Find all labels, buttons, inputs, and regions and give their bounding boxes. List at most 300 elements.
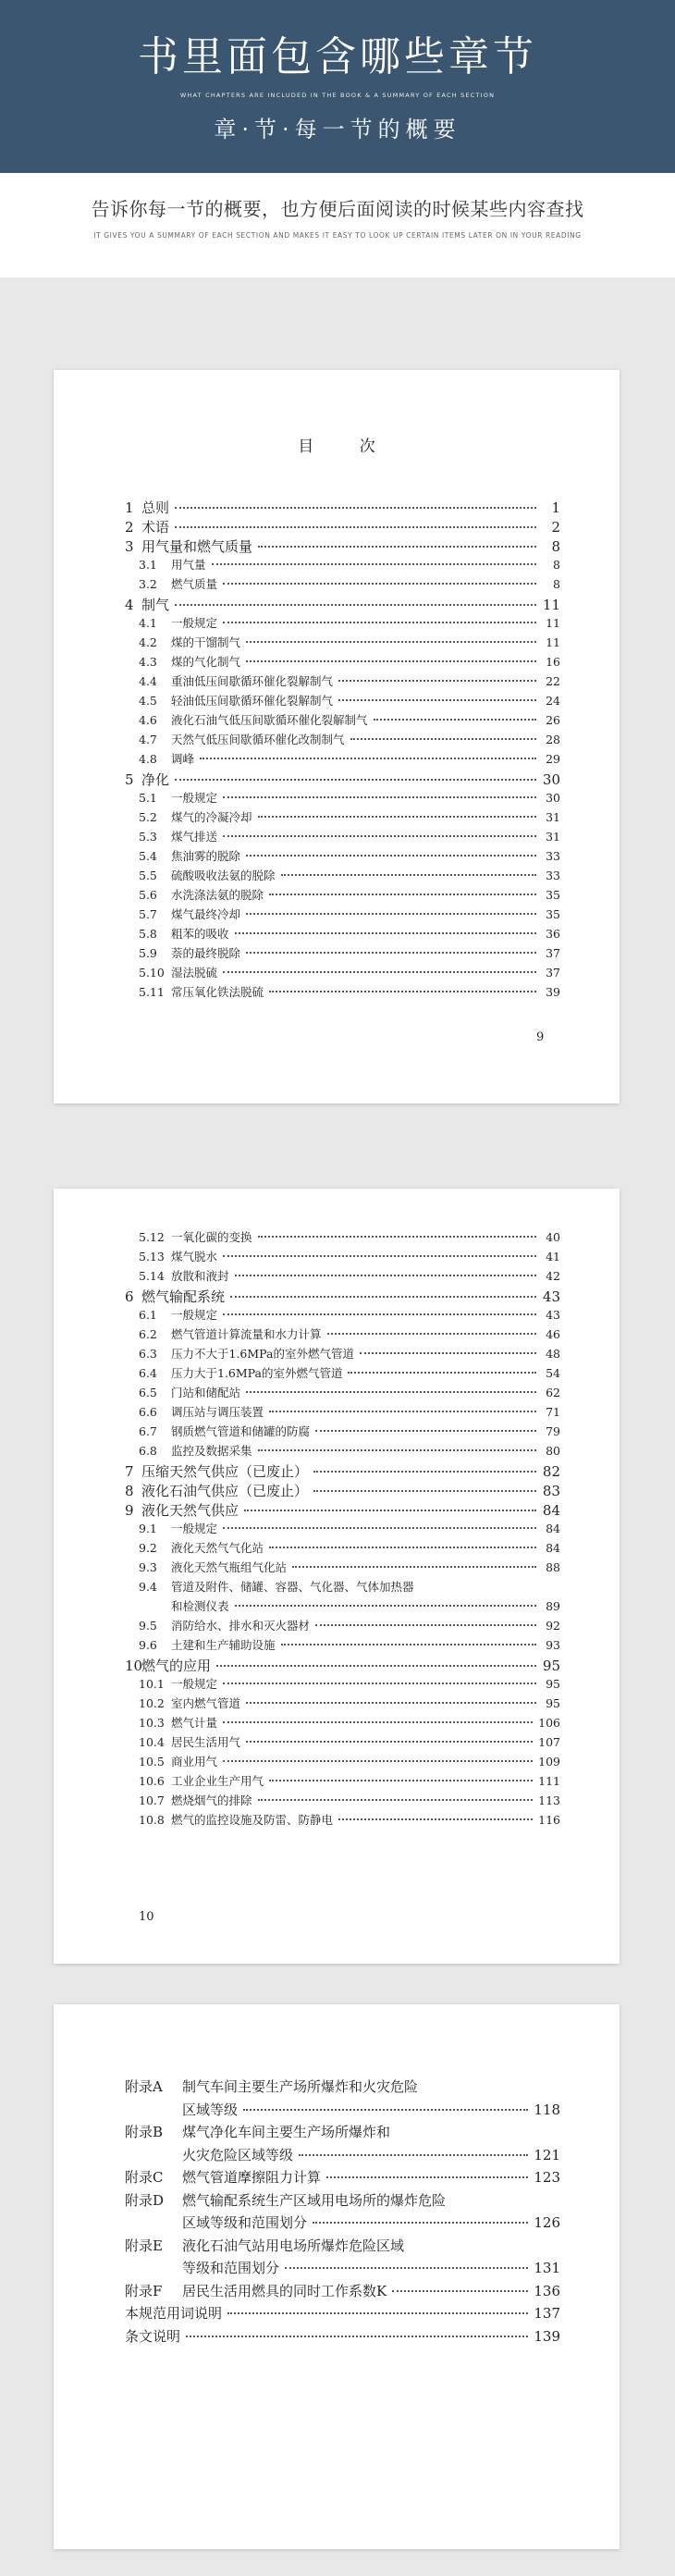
toc-entry-title: 放散和液封 — [171, 1269, 229, 1283]
dot-leader — [285, 2267, 528, 2269]
dot-leader — [223, 583, 536, 585]
toc-entry-title: 液化石油气供应（已废止） — [141, 1483, 309, 1499]
toc-entry-page: 48 — [546, 1347, 560, 1361]
dot-leader — [313, 1471, 536, 1473]
toc-entry-number: 9 — [125, 1502, 134, 1519]
toc-entry-number: 10.1 — [139, 1677, 165, 1691]
toc-entry-title: 天然气低压间歇循环催化改制制气 — [171, 733, 345, 746]
toc-entry-page: 43 — [546, 1308, 560, 1322]
toc-entry-number: 5.14 — [139, 1269, 165, 1283]
toc-entry-title: 萘的最终脱除 — [171, 946, 241, 960]
toc-entry-page: 95 — [546, 1677, 560, 1691]
toc-entry-page: 11 — [542, 597, 560, 613]
dot-leader — [348, 1372, 536, 1374]
appendix-entry — [125, 2303, 560, 2322]
appendix-number: 附录A — [125, 2078, 163, 2095]
toc-entry-page: 36 — [546, 927, 560, 941]
toc-entry-page: 37 — [546, 966, 560, 980]
appendix-entry-continued — [182, 2212, 560, 2231]
toc-heading: 目 次 — [298, 438, 396, 456]
dot-leader — [269, 894, 536, 895]
toc-entry-title: 液化天然气供应 — [141, 1502, 239, 1519]
toc-entry-title: 术语 — [141, 519, 170, 536]
dot-leader — [315, 1430, 536, 1432]
appendix-page: 126 — [534, 2214, 560, 2231]
appendix-title-line2: 等级和范围划分 — [182, 2260, 280, 2276]
dot-leader — [269, 991, 536, 992]
toc-entry-title: 重油低压间歇循环催化裂解制气 — [171, 674, 334, 688]
toc-entry — [139, 1811, 560, 1830]
appendix-entry — [125, 2077, 560, 2095]
toc-entry — [139, 731, 560, 749]
appendix-title: 燃气管道摩擦阻力计算 — [182, 2169, 322, 2186]
toc-entry — [139, 672, 560, 691]
toc-entry-page: 71 — [546, 1405, 560, 1419]
toc-entry-title: 轻油低压间歇循环催化裂解制气 — [171, 694, 334, 708]
dot-leader — [223, 1313, 536, 1315]
toc-entry-page: 95 — [542, 1658, 560, 1674]
toc-entry-number: 4 — [125, 597, 134, 613]
toc-entry-page: 80 — [546, 1444, 560, 1458]
toc-entry-page: 113 — [538, 1793, 560, 1807]
dot-leader — [212, 563, 536, 565]
dot-leader — [175, 604, 536, 606]
toc-entry — [139, 789, 560, 807]
dot-leader — [258, 1236, 536, 1238]
toc-entry-page: 1 — [551, 499, 560, 516]
toc-entry-number: 5.8 — [139, 927, 157, 941]
toc-entry — [139, 1228, 560, 1247]
toc-entry-number: 4.3 — [139, 655, 157, 669]
toc-entry-title: 室内燃气管道 — [171, 1696, 241, 1710]
toc-entry-title: 液化天然气瓶组气化站 — [171, 1560, 288, 1574]
dot-leader — [200, 758, 536, 759]
toc-entry-page: 95 — [546, 1696, 560, 1710]
dot-leader — [281, 1644, 536, 1645]
toc-entry — [139, 1753, 560, 1771]
toc-entry-title: 液化天然气气化站 — [171, 1541, 264, 1555]
dot-leader — [223, 622, 536, 623]
toc-entry-page: 29 — [546, 752, 560, 766]
toc-entry — [125, 517, 560, 536]
toc-entry-page: 42 — [546, 1269, 560, 1283]
dot-leader — [175, 526, 536, 528]
toc-entry-number: 5.11 — [139, 985, 165, 999]
appendix-title: 制气车间主要生产场所爆炸和火灾危险 — [182, 2078, 419, 2095]
toc-entry-page: 31 — [546, 830, 560, 844]
dot-leader — [223, 1527, 536, 1529]
appendix-number: 附录F — [125, 2282, 163, 2299]
toc-entry — [139, 906, 560, 924]
toc-entry-title: 一般规定 — [171, 1677, 218, 1691]
dot-leader — [258, 816, 536, 818]
toc-entry — [139, 575, 560, 594]
appendix-entry — [125, 2122, 560, 2140]
dot-leader — [299, 2154, 528, 2156]
dot-leader — [223, 796, 536, 798]
toc-entry — [139, 634, 560, 652]
dot-leader — [313, 2222, 528, 2224]
toc-entry-number: 8 — [125, 1483, 134, 1499]
toc-entry-page: 84 — [546, 1522, 560, 1535]
toc-entry-page: 11 — [546, 616, 560, 630]
appendix-entry — [125, 2167, 560, 2186]
toc-entry-title: 制气 — [141, 597, 170, 613]
toc-entry — [139, 1539, 560, 1558]
toc-entry-page: 11 — [546, 635, 560, 649]
dot-leader — [246, 855, 536, 857]
toc-entry-page: 83 — [542, 1483, 560, 1499]
dot-leader — [246, 1741, 533, 1743]
toc-entry-number: 3.1 — [139, 558, 157, 572]
toc-entry — [125, 1461, 560, 1480]
appendix-page: 118 — [534, 2101, 560, 2118]
toc-entry-page: 46 — [546, 1327, 560, 1341]
toc-entry-title: 液化石油气低压间歇循环催化裂解制气 — [171, 713, 368, 727]
toc-entry-page: 92 — [546, 1619, 560, 1633]
toc-entry-title: 钢质燃气管道和储罐的防腐 — [171, 1424, 311, 1438]
dot-leader — [258, 1449, 536, 1451]
toc-entry-page: 22 — [546, 674, 560, 688]
toc-entry-number: 10.7 — [139, 1793, 165, 1807]
toc-entry-number: 5.2 — [139, 810, 157, 824]
toc-entry — [139, 1714, 560, 1732]
toc-entry-page: 89 — [546, 1599, 560, 1613]
dot-leader — [313, 1490, 536, 1492]
appendix-page: 121 — [534, 2146, 560, 2163]
dot-leader — [223, 971, 536, 973]
toc-entry-page: 33 — [546, 849, 560, 863]
toc-entry — [125, 1481, 560, 1499]
dot-leader — [281, 874, 536, 876]
appendix-entry-continued — [182, 2145, 560, 2163]
toc-entry — [139, 1675, 560, 1694]
toc-entry — [139, 1384, 560, 1402]
dot-leader — [258, 546, 536, 548]
toc-entry — [139, 1578, 560, 1596]
toc-entry-page: 33 — [546, 869, 560, 882]
toc-entry-page: 35 — [546, 888, 560, 902]
toc-entry — [139, 1306, 560, 1325]
toc-entry-title: 调压站与调压装置 — [171, 1405, 264, 1419]
toc-entry — [139, 828, 560, 846]
toc-entry-number: 9.1 — [139, 1522, 157, 1535]
toc-entry — [139, 886, 560, 905]
appendix-entry — [125, 2326, 560, 2345]
toc-entry-page: 30 — [542, 771, 560, 788]
toc-entry-title: 净化 — [141, 771, 170, 788]
appendix-page: 139 — [534, 2327, 560, 2345]
toc-entry-title: 水洗涤法氨的脱除 — [171, 888, 264, 902]
toc-entry-number: 5.12 — [139, 1230, 165, 1244]
toc-entry — [139, 1442, 560, 1461]
appendix-title: 本规范用词说明 — [125, 2305, 223, 2322]
appendix-page: 131 — [534, 2260, 560, 2276]
toc-entry-number: 4.2 — [139, 635, 157, 649]
toc-entry-page: 16 — [546, 655, 560, 669]
toc-entry-number: 10.8 — [139, 1813, 165, 1827]
toc-entry-title: 管道及附件、储罐、容器、气化器、气体加热器 — [171, 1580, 414, 1594]
toc-entry-title: 调峰 — [171, 752, 195, 766]
dot-leader — [223, 1255, 536, 1257]
dot-leader — [223, 835, 536, 837]
dot-leader — [338, 1818, 533, 1820]
toc-entry-title: 湿法脱硫 — [171, 966, 218, 980]
toc-entry — [139, 1325, 560, 1344]
toc-entry-title: 燃烧烟气的排除 — [171, 1793, 252, 1807]
toc-entry-title: 煤气排送 — [171, 830, 218, 844]
toc-entry-title: 土建和生产辅助设施 — [171, 1638, 276, 1652]
toc-entry-number: 9.6 — [139, 1638, 157, 1652]
toc-entry-title: 燃气质量 — [171, 577, 218, 591]
toc-entry-number: 9.2 — [139, 1541, 157, 1555]
dot-leader — [327, 1333, 536, 1335]
toc-entry — [139, 1597, 560, 1616]
appendix-entry-continued — [182, 2100, 560, 2118]
toc-entry-page: 30 — [546, 791, 560, 805]
page-number: 10 — [139, 1910, 154, 1924]
toc-entry-number: 7 — [125, 1463, 134, 1480]
toc-entry-title: 燃气的监控设施及防雷、防静电 — [171, 1813, 334, 1827]
dot-leader — [175, 779, 536, 781]
toc-entry-number: 9.3 — [139, 1560, 157, 1574]
toc-entry-number: 4.7 — [139, 733, 157, 746]
appendix-title-line2: 区域等级 — [182, 2101, 239, 2118]
toc-entry-number: 4.1 — [139, 616, 157, 630]
toc-entry — [139, 1792, 560, 1810]
toc-entry-number: 6 — [125, 1288, 134, 1305]
toc-entry-number: 6.1 — [139, 1308, 157, 1322]
toc-entry-title: 燃气计量 — [171, 1716, 218, 1730]
toc-entry — [139, 1423, 560, 1441]
toc-entry-number: 10.2 — [139, 1696, 165, 1710]
toc-entry-title: 一般规定 — [171, 1308, 218, 1322]
appendix-title: 液化石油气站用电场所爆炸危险区域 — [182, 2237, 405, 2254]
toc-entry-page: 84 — [542, 1502, 560, 1519]
appendix-title-line2: 火灾危险区域等级 — [182, 2146, 294, 2163]
appendix-entry-continued — [182, 2258, 560, 2276]
dot-leader — [246, 913, 536, 915]
dot-leader — [223, 1760, 533, 1762]
toc-entry — [139, 653, 560, 672]
appendix-title: 煤气净化车间主要生产场所爆炸和 — [182, 2124, 391, 2140]
appendix-page: 136 — [534, 2282, 560, 2299]
toc-entry-title: 燃气管道计算流量和水力计算 — [171, 1327, 322, 1341]
toc-entry-title: 煤气最终冷却 — [171, 907, 241, 921]
toc-entry-number: 4.6 — [139, 713, 157, 727]
dot-leader — [230, 1296, 536, 1298]
toc-entry-page: 43 — [542, 1288, 560, 1305]
toc-entry — [139, 925, 560, 943]
appendix-page: 123 — [534, 2169, 560, 2186]
dot-leader — [223, 1721, 533, 1723]
toc-entry-number: 5.9 — [139, 946, 157, 960]
appendix-number: 附录D — [125, 2191, 165, 2209]
toc-entry-page: 28 — [546, 733, 560, 746]
toc-entry-number: 10.5 — [139, 1755, 165, 1769]
appendix-number: 附录E — [125, 2237, 163, 2254]
toc-entry-number: 5.6 — [139, 888, 157, 902]
toc-entry-title: 压力大于1.6MPa的室外燃气管道 — [171, 1366, 343, 1380]
toc-entry-title: 一般规定 — [171, 616, 218, 630]
dot-leader — [246, 1702, 536, 1704]
toc-entry — [139, 614, 560, 633]
intro-zone — [0, 173, 675, 277]
dot-leader — [269, 1411, 536, 1412]
toc-entry-page: 37 — [546, 946, 560, 960]
dot-leader — [326, 2176, 528, 2178]
toc-entry-number: 5.7 — [139, 907, 157, 921]
toc-entry — [139, 711, 560, 730]
dot-leader — [175, 507, 536, 509]
intro-cn: 告诉你每一节的概要，也方便后面阅读的时候某些内容查找 — [91, 198, 584, 220]
toc-entry — [139, 1364, 560, 1383]
appendix-title-line2: 区域等级和范围划分 — [182, 2214, 308, 2231]
dot-leader — [269, 1780, 533, 1781]
toc-entry-number: 6.8 — [139, 1444, 157, 1458]
toc-entry-page: 31 — [546, 810, 560, 824]
dot-leader — [235, 1605, 536, 1607]
toc-entry-title: 粗苯的吸收 — [171, 927, 229, 941]
dot-leader — [246, 660, 536, 662]
toc-page-2 — [54, 1189, 620, 1964]
toc-entry-title: 煤的气化制气 — [171, 655, 241, 669]
toc-entry-number: 5.4 — [139, 849, 157, 863]
appendix-title: 燃气输配系统生产区域用电场所的爆炸危险 — [182, 2191, 447, 2209]
toc-entry — [139, 847, 560, 866]
toc-entry — [139, 983, 560, 1002]
toc-entry — [125, 770, 560, 788]
appendix-title: 居民生活用燃具的同时工作系数K — [182, 2282, 387, 2299]
toc-entry-title: 煤气脱水 — [171, 1250, 218, 1263]
dot-leader — [360, 1352, 536, 1354]
toc-entry-number: 5.3 — [139, 830, 157, 844]
toc-entry-title: 一般规定 — [171, 1522, 218, 1535]
toc-entry-page: 79 — [546, 1424, 560, 1438]
toc-entry-page: 62 — [546, 1386, 560, 1399]
appendix-entry — [125, 2236, 560, 2254]
toc-entry-number: 4.8 — [139, 752, 157, 766]
dot-leader — [338, 699, 536, 701]
toc-entry — [139, 1403, 560, 1422]
toc-entry — [139, 692, 560, 710]
toc-entry-number: 10 — [125, 1658, 143, 1674]
toc-entry-page: 93 — [546, 1638, 560, 1652]
toc-entry-title: 居民生活用气 — [171, 1735, 241, 1749]
toc-entry-title: 工业企业生产用气 — [171, 1774, 264, 1788]
toc-entry — [139, 1772, 560, 1791]
dot-leader — [246, 1391, 536, 1393]
toc-entry-number: 4.4 — [139, 674, 157, 688]
dot-leader — [374, 719, 536, 721]
appendix-entry — [125, 2190, 560, 2209]
toc-entry-title: 门站和储配站 — [171, 1386, 241, 1399]
toc-entry-page: 116 — [538, 1813, 560, 1827]
toc-entry — [139, 750, 560, 769]
toc-entry-number: 4.5 — [139, 694, 157, 708]
toc-entry-page: 88 — [546, 1560, 560, 1574]
toc-entry-number: 6.5 — [139, 1386, 157, 1399]
dot-leader — [392, 2290, 528, 2292]
toc-entry-number: 3.2 — [139, 577, 157, 591]
toc-entry — [139, 964, 560, 982]
toc-entry-number: 6.3 — [139, 1347, 157, 1361]
toc-entry-title: 煤气的冷凝冷却 — [171, 810, 252, 824]
header-banner — [0, 0, 675, 173]
toc-entry-title: 压缩天然气供应（已废止） — [141, 1463, 309, 1480]
toc-entry-title: 一氧化碳的变换 — [171, 1230, 252, 1244]
toc-entry — [139, 1559, 560, 1577]
toc-entry-title: 煤的干馏制气 — [171, 635, 241, 649]
header-subtitle-cn: 章·节·每一节的概要 — [214, 117, 461, 142]
toc-entry — [139, 1345, 560, 1363]
dot-leader — [338, 680, 536, 682]
toc-entry-number: 9.4 — [139, 1580, 157, 1594]
header-subtitle-en: WHAT CHAPTERS ARE INCLUDED IN THE BOOK & A SUMMARY OF EACH SECTION — [179, 92, 496, 99]
toc-entry-title: 用气量和燃气质量 — [141, 538, 253, 555]
toc-entry-page: 35 — [546, 907, 560, 921]
dot-leader — [244, 1510, 536, 1511]
toc-entry-title: 总则 — [141, 499, 170, 516]
toc-entry-title: 燃气输配系统 — [141, 1288, 226, 1305]
toc-entry-number: 10.4 — [139, 1735, 165, 1749]
toc-entry-number: 5.5 — [139, 869, 157, 882]
toc-entry-number: 1 — [125, 499, 134, 516]
dot-leader — [216, 1665, 536, 1667]
toc-entry — [139, 944, 560, 963]
toc-entry-title: 压力不大于1.6MPa的室外燃气管道 — [171, 1347, 354, 1361]
toc-entry-number: 10.6 — [139, 1774, 165, 1788]
toc-entry-number: 6.2 — [139, 1327, 157, 1341]
dot-leader — [350, 738, 536, 740]
toc-entry — [125, 1287, 560, 1305]
toc-entry-page: 54 — [546, 1366, 560, 1380]
appendix-title: 条文说明 — [125, 2327, 181, 2345]
toc-entry — [139, 1248, 560, 1266]
toc-entry-title: 常压氧化铁法脱硫 — [171, 985, 264, 999]
toc-entry-page: 8 — [553, 577, 560, 591]
dot-leader — [227, 2312, 528, 2314]
header-title: 书里面包含哪些章节 — [138, 33, 537, 80]
toc-entry-page: 106 — [538, 1716, 560, 1730]
appendix-page: 137 — [534, 2305, 560, 2322]
toc-entry — [125, 498, 560, 516]
toc-entry — [125, 595, 560, 613]
toc-entry-title: 和检测仪表 — [171, 1599, 229, 1613]
toc-entry — [139, 1617, 560, 1635]
toc-entry — [139, 867, 560, 885]
toc-entry-title: 焦油雾的脱除 — [171, 849, 241, 863]
toc-entry — [139, 1520, 560, 1538]
dot-leader — [246, 641, 536, 643]
appendix-entry — [125, 2281, 560, 2299]
toc-entry — [139, 1267, 560, 1286]
dot-leader — [292, 1566, 536, 1568]
toc-entry-title: 用气量 — [171, 558, 206, 572]
toc-entry — [139, 1733, 560, 1752]
toc-entry — [139, 1695, 560, 1713]
toc-entry-number: 9.5 — [139, 1619, 157, 1633]
dot-leader — [246, 952, 536, 954]
toc-entry-number: 6.4 — [139, 1366, 157, 1380]
appendix-number: 附录C — [125, 2169, 164, 2186]
dot-leader — [186, 2336, 528, 2337]
toc-entry-number: 3 — [125, 538, 134, 555]
toc-entry — [139, 808, 560, 827]
toc-entry-page: 26 — [546, 713, 560, 727]
toc-entry-number: 5 — [125, 771, 134, 788]
toc-entry-title: 燃气的应用 — [141, 1658, 212, 1674]
